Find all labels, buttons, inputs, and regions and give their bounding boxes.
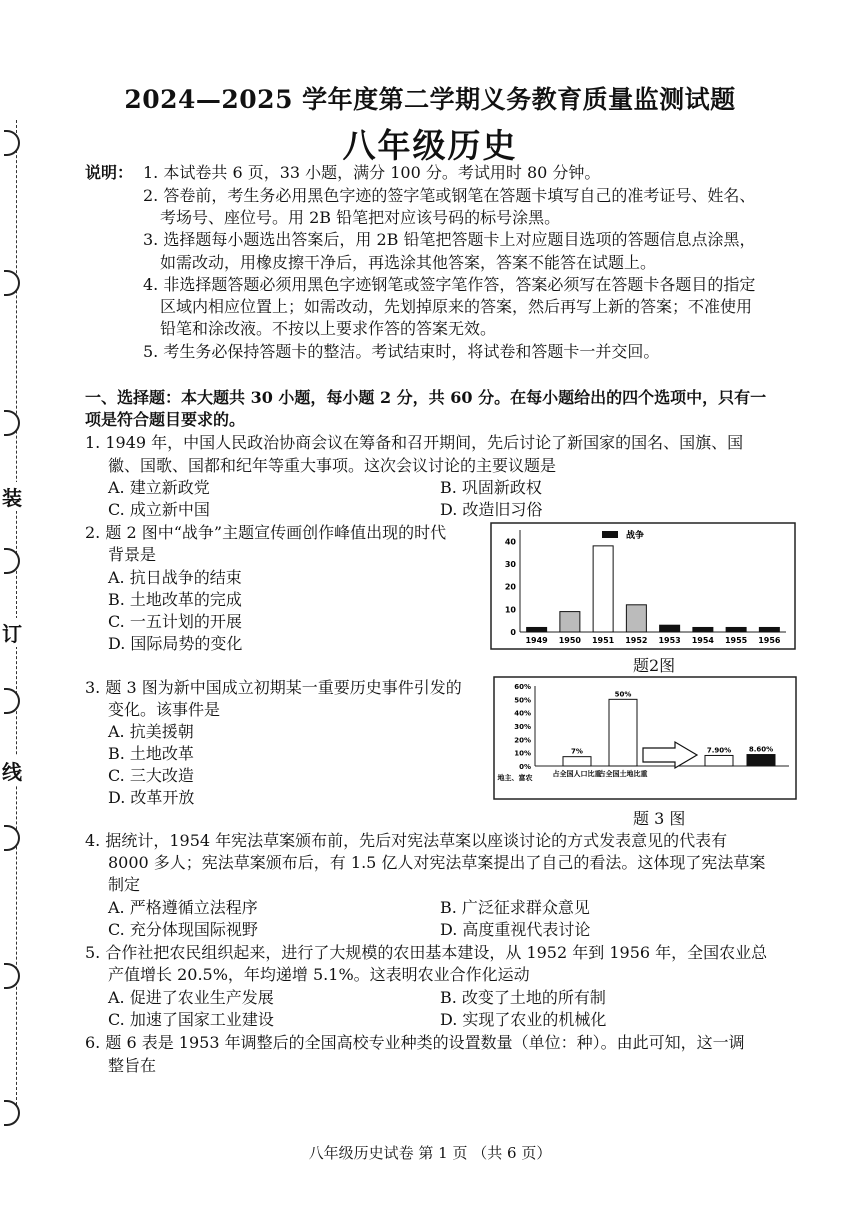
q4-option-a: A. 严格遵循立法程序	[108, 898, 258, 917]
chart-frame	[494, 677, 796, 799]
q1-stem: 徽、国歌、国都和纪年等重大事项。这次会议讨论的主要议题是	[108, 456, 557, 475]
y-tick-label: 20	[504, 582, 516, 592]
instruction-line: 2. 答卷前，考生务必用黑色字迹的签字笔或钢笔在答题卡填写自己的准考证号、姓名、	[143, 186, 756, 205]
instruction-line: 如需改动，用橡皮擦干净后，再选涂其他答案，答案不能答在试题上。	[160, 253, 657, 272]
y-tick-label: 40	[504, 537, 516, 547]
binding-char-xian: 线	[2, 756, 22, 785]
q5-stem: 5. 合作社把农民组织起来，进行了大规模的农田基本建设，从 1952 年到 1956 年，全国农业总	[85, 943, 768, 962]
data-label: 7%	[571, 747, 583, 756]
x-tick-label: 1952	[625, 636, 648, 645]
q2-option-a: A. 抗日战争的结束	[108, 568, 242, 587]
binding-hole	[4, 1100, 20, 1126]
x-tick-label: 占全国人口比重	[552, 770, 602, 778]
binding-hole	[4, 548, 20, 574]
q6-stem: 整旨在	[108, 1056, 157, 1075]
section-heading: 项是符合题目要求的。	[85, 410, 246, 429]
q1-stem: 1. 1949 年，中国人民政治协商会议在筹备和召开期间，先后讨论了新国家的国名、国旗、国	[85, 433, 744, 452]
instruction-line: 考场号、座位号。用 2B 铅笔把对应该号码的标号涂黑。	[160, 208, 561, 227]
q5-option-d: D. 实现了农业的机械化	[440, 1010, 607, 1029]
y-tick-label: 50%	[514, 696, 531, 705]
binding-hole	[4, 688, 20, 714]
y-tick-label: 60%	[514, 683, 531, 691]
bar	[705, 755, 733, 766]
q2-stem: 背景是	[108, 545, 157, 564]
instruction-line: 4. 非选择题答题必须用黑色字迹钢笔或签字笔作答，答案必须写在答题卡各题目的指定	[143, 275, 756, 294]
x-tick-label: 1951	[591, 636, 615, 645]
q4-option-d: D. 高度重视代表讨论	[440, 920, 591, 939]
binding-hole	[4, 825, 20, 851]
x-tick-label: 地主、富农	[497, 774, 533, 782]
legend-label: 战争	[626, 531, 645, 541]
x-tick-label: 1954	[691, 636, 715, 645]
q2-option-d: D. 国际局势的变化	[108, 634, 243, 653]
q2-option-c: C. 一五计划的开展	[108, 612, 242, 631]
bar	[593, 546, 613, 632]
y-tick-label: 20%	[514, 736, 531, 745]
q3-stem: 3. 题 3 图为新中国成立初期某一重要历史事件引发的	[85, 678, 462, 697]
q5-option-a: A. 促进了农业生产发展	[108, 988, 274, 1007]
bar	[563, 757, 591, 766]
q4-stem: 4. 据统计，1954 年宪法草案颁布前，先后对宪法草案以座谈讨论的方式发表意见的代表有	[85, 831, 728, 850]
bar	[609, 699, 637, 766]
binding-hole	[4, 270, 20, 296]
binding-margin	[0, 120, 40, 1120]
bar	[693, 627, 713, 632]
instruction-line: 5. 考生务必保持答题卡的整洁。考试结束时，将试卷和答题卡一并交回。	[143, 342, 660, 361]
instruction-line: 铅笔和涂改液。不按以上要求作答的答案无效。	[160, 319, 497, 338]
y-tick-label: 10%	[514, 749, 531, 758]
section-heading: 一、选择题：本大题共 30 小题，每小题 2 分，共 60 分。在每小题给出的四个选项中，只有一	[85, 388, 767, 407]
x-tick-label: 1949	[525, 636, 548, 645]
page-footer: 八年级历史试卷 第 1 页 （共 6 页）	[308, 1144, 552, 1162]
binding-hole	[4, 410, 20, 436]
q1-option-a: A. 建立新政党	[108, 478, 210, 497]
legend-swatch	[602, 531, 618, 538]
instruction-line: 3. 选择题每小题选出答案后，用 2B 铅笔把答题卡上对应题目选项的答题信息点涂黑，	[143, 230, 756, 249]
q1-option-d: D. 改造旧习俗	[440, 500, 543, 519]
q4-stem: 8000 多人；宪法草案颁布后，有 1.5 亿人对宪法草案提出了自己的看法。这体现了宪法草案	[108, 853, 766, 872]
q5-option-b: B. 改变了土地的所有制	[440, 988, 606, 1007]
y-tick-label: 30	[504, 560, 516, 569]
q5-stem: 产值增长 20.5%，年均递增 5.1%。这表明农业合作化运动	[108, 965, 530, 984]
bar	[759, 627, 779, 632]
q4-stem: 制定	[108, 875, 141, 894]
q2-option-b: B. 土地改革的完成	[108, 590, 242, 609]
data-label: 7.90%	[706, 746, 732, 755]
data-label: 8.60%	[748, 745, 774, 754]
q5-option-c: C. 加速了国家工业建设	[108, 1010, 274, 1029]
q3-bar-chart	[493, 676, 797, 800]
y-tick-label: 40%	[514, 709, 531, 718]
q2-stem: 2. 题 2 图中“战争”主题宣传画创作峰值出现的时代	[85, 523, 447, 542]
y-tick-label: 30%	[514, 723, 531, 731]
bar	[726, 627, 746, 632]
bar	[747, 755, 775, 766]
x-tick-label: 占全国土地比重	[598, 770, 648, 778]
q2-bar-chart	[490, 522, 796, 650]
x-tick-label: 1955	[724, 636, 748, 645]
q4-option-c: C. 充分体现国际视野	[108, 920, 258, 939]
exam-title: 2024—2025 学年度第二学期义务教育质量监测试题	[124, 85, 736, 114]
x-tick-label: 1956	[758, 636, 781, 645]
x-tick-label: 1950	[558, 636, 582, 645]
binding-char-ding: 订	[2, 618, 22, 647]
bar	[626, 605, 646, 632]
bar	[527, 627, 547, 632]
instructions-label: 说明：	[85, 163, 134, 182]
q3-stem: 变化。该事件是	[108, 700, 221, 719]
q3-caption: 题 3 图	[633, 809, 686, 828]
q6-stem: 6. 题 6 表是 1953 年调整后的全国高校专业种类的设置数量（单位：种）。由此可知，这一调	[85, 1033, 745, 1052]
bar	[560, 612, 580, 632]
data-label: 50%	[614, 690, 632, 699]
binding-hole	[4, 963, 20, 989]
q1-option-c: C. 成立新中国	[108, 500, 210, 519]
bar	[660, 625, 680, 632]
q3-option-b: B. 土地改革	[108, 744, 194, 763]
y-tick-label: 10	[504, 605, 516, 615]
x-tick-label: 1953	[658, 636, 681, 645]
y-tick-label: 0	[510, 628, 516, 637]
q4-option-b: B. 广泛征求群众意见	[440, 898, 590, 917]
instruction-line: 区域内相应位置上；如需改动，先划掉原来的答案，然后再写上新的答案；不准使用	[160, 297, 753, 316]
exam-subject: 八年级历史	[342, 126, 518, 165]
q1-option-b: B. 巩固新政权	[440, 478, 542, 497]
q3-option-c: C. 三大改造	[108, 766, 194, 785]
q2-caption: 题2图	[633, 656, 676, 675]
instruction-line: 1. 本试卷共 6 页，33 小题，满分 100 分。考试用时 80 分钟。	[143, 163, 601, 182]
binding-char-zhuang: 装	[2, 482, 22, 511]
y-tick-label: 0%	[519, 763, 531, 771]
q3-option-a: A. 抗美援朝	[108, 722, 194, 741]
q3-option-d: D. 改革开放	[108, 788, 195, 807]
